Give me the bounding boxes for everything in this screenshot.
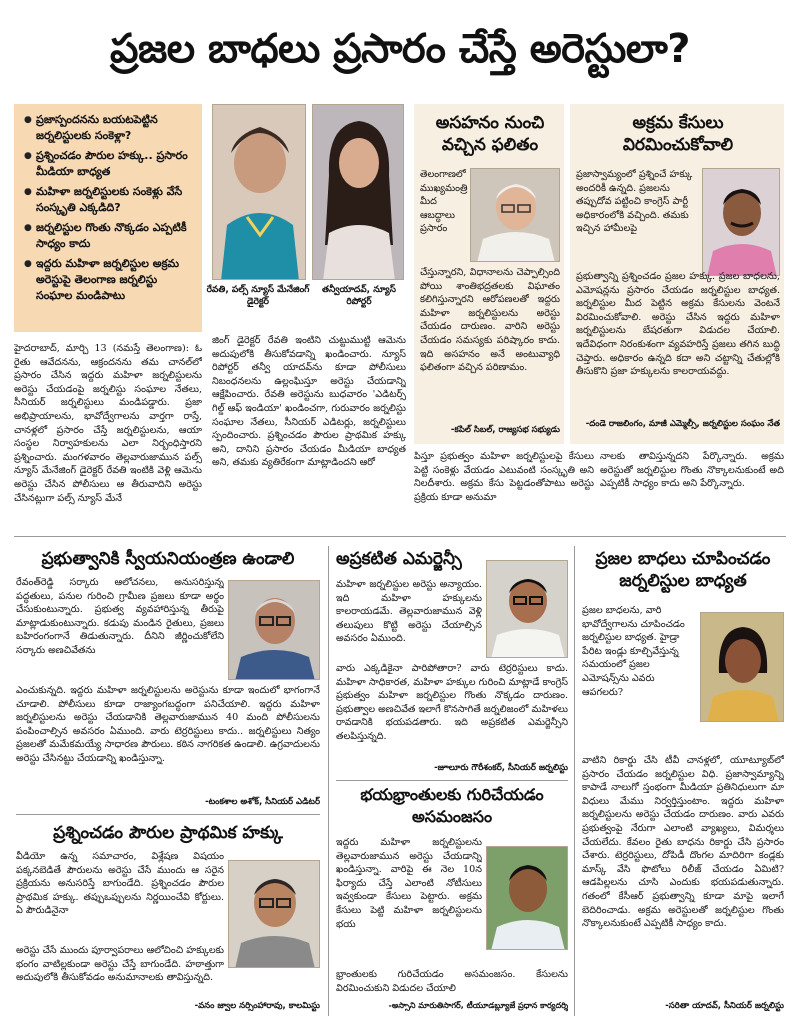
revathi-caption [206,284,310,308]
person-portrait-icon [229,581,320,680]
sibal-photo [470,168,560,262]
rajalingam-title: అక్రమ కేసులు విరమించుకోవాలి [622,113,734,155]
highlight-item: ● మహిళా జర్నలిస్టులకు సంకెళ్లు వేసే సంస్కృతి ఎక్కడిది? [24,184,194,216]
varalakshmi-text: వాటిని రికార్డు చేసి టీవీ చానళ్లలో, యూట్యూబ్‌లో ప్రసారం చేయడం జర్నలిస్టుల విధి. ప్రజాస్వామ్యాన్ని కాపాడే నాలుగో స్తంభంగా మీడియా ప్రతినిధులుగా మా విధులు మేము నిర్వర్తిస్తుంటాం. ఇద్దరు మహిళా జర్నలిస్టులను అరెస్టు చేయడం దారుణం. వారు ఎవరు ప్రభుత్వంపై నేరుగా ఎలాంటి వ్యాఖ్యలు, విమర్శలు చేయలేదు. కేవలం రైతు బాధను రికార్డు చేసి ప్రసారం చేశారు. టెర్రరిస్టులు, దోపిడీ దొంగల మాదిరిగా కండ్లకు మాస్క్ వేసి ఫొటోలు రిలీజ్ చేయడం ఏమిటి? ఆడపిల్లలను చూసి ఎందుకు భయపడుతున్నారు. గతంలో కేసీఆర్ ప్రభుత్వాన్ని కూడా మాపై ఇలాగే బెదిరించాడు. అక్రమ అరెస్టులతో జర్నలిస్టుల గొంతు నొక్కాలనుకుంటే ఎప్పటికీ సాధ్యం కాదు. [582,755,784,930]
lead-story-cont2: నాలకు తావిస్తున్నదని పేర్కొన్నారు. అక్రమ అరెస్టుతో జర్నలిస్టుల గొంతు నొక్కాలనుకుంటే అది ఎప్పటికీ సాధ్యం కాదు అని పేర్కొన్నారు. [600,451,784,490]
person-portrait-icon [703,169,780,276]
person-portrait-icon [487,561,568,658]
person-portrait-icon [487,847,568,950]
highlight-item: ● ప్రశ్నించడం పౌరుల హక్కు.. ప్రసారం మీడియా బాధ్యత [24,148,194,180]
person-portrait-icon [229,861,320,968]
narasimharao-title: ప్రశ్నించడం పౌరుల ప్రాథమిక హక్కు [53,823,283,843]
rajalingam-byline: -దండె రాజలింగం, మాజీ ఎమ్మెల్సీ, జర్నలిస్టుల సంఘం నేత [585,419,780,429]
sibal-text-left: తెలంగాణలో ముఖ్యమంత్రి మీద ఆబద్ధాలు ప్రసారం [420,169,468,235]
rajalingam-photo [702,168,780,276]
person-portrait-icon [471,169,560,262]
section-divider [14,536,786,537]
ashok-byline: -టంకశాల అశోక్, సీనియర్ ఎడిటర్ [205,797,320,807]
column-rule [574,546,575,1016]
revathi-photo [212,104,306,280]
narasimharao-text: అరెస్టు చేసే ముందు పూర్వాపరాలు ఆలోచించి హక్కులకు భంగం వాటిల్లకుండా అరెస్టు చేస్తే బాగుండేది. హఠాత్తుగా అదుపులోకి తీసుకోవడం అనుమానాలకు తావిస్తున్నది. [16,945,224,984]
column-rule [328,546,329,1016]
ashok-text: ఎంచుకున్నది. ఇద్దరు మహిళా జర్నలిస్టులను అరెస్టును కూడా ఇందులో భాగంగానే చూడాలి. పోలీసులు కూడా రాజ్యాంగబద్ధంగా పనిచేయాలి. ఇద్దరు మహిళా జర్నలిస్టులను అరెస్టు చేయడానికి తెల్లవారుజామున 40 మంది పోలీసులను పంపించాల్సిన అవసరం ఏముంది. వారు టెర్రరిస్టులు కాదు.. జర్నలిస్టులు నిత్యం ప్రజలతో మమేకమయ్యే సాధారణ పౌరులు. కఠిన నాగరికత ఉండాలి. ఉగ్రవాదులను అరెస్టు చేసినట్టు చేయడాన్ని ఖండిస్తున్నా. [16,685,320,764]
maruthisagar-photo [486,846,568,950]
ashok-text-left: రేవంత్‌రెడ్డి సర్కారు ఆలోచనలు, అనుసరిస్తున్న పద్ధతులు, పనుల గురించి గ్రామీణ ప్రజలు కూడా అర్థం చేసుకుంటున్నారు. ప్రభుత్వ వ్యవహారిస్తున్న తీరుపై మాట్లాడుకుంటున్నారు. కడుపు మండిన రైతులు, ప్రజలు బహిరంగంగానే తిడుతున్నారు. దీనిని జీర్ణించుకోలేని సర్కారు అణచివేతను [16,577,224,656]
person-portrait-icon [213,105,306,280]
ashok-photo [228,580,320,680]
highlights-list [14,104,202,314]
lead-story-col2: జింగ్ డైరెక్టర్ రేవతి ఇంటిని చుట్టుముట్టి ఆమెను అదుపులోకి తీసుకోవడాన్ని ఖండించారు. న్యూస్ రిపోర్టర్ తన్వీ యాదవ్‌ను కూడా పోలీసులు నిబంధనలను ఉల్లంఘిస్తూ అరెస్టు చేయడాన్ని ఆక్షేపించారు. రేవతి అరెస్టును బుధవారం 'ఎడిటర్స్ గిల్డ్ ఆఫ్ ఇండియా' ఖండించగా, గురువారం జర్నలిస్టు సంఘాల నేతలు, సీనియర్ ఎడిటర్లు, జర్నలిస్టులు స్పందించారు. ప్రశ్నించడం పౌరుల ప్రాథమిక హక్కు అని, దానిని ప్రసారం చేయడం మీడియా బాధ్యత అని, తమకు వ్యతిరేకంగా మాట్లాడిందని ఆరో [212,335,406,469]
revathi-caption-text: రేవతి, పల్స్ న్యూస్ మేనేజింగ్ డైరెక్టర్ [206,285,310,307]
highlight-item: ● జర్నలిస్టుల గొంతు నొక్కడం ఎప్పటికీ సాధ్యం కాదు [24,220,194,252]
lead-story-cont1: పిస్తూ ప్రభుత్వం మహిళా జర్నలిస్టులపై కేసులు పెట్టి సంకెళ్లు వేయడం ఎటువంటి సంస్కృతి అని నిలదీశారు. అక్రమ కేసు పెట్టడంతోపాటు అరెస్టు ప్రక్రియ కూడా అనుమా [414,451,594,503]
tanvi-caption [310,284,408,308]
narasimharao-photo [228,860,320,968]
ashok-title: ప్రభుత్వానికి స్వీయనియంత్రణ ఉండాలి [41,549,295,569]
varalakshmi-photo [700,612,784,722]
maruthisagar-title: భయభ్రాంతులకు గురిచేయడం అసమంజసం [360,785,544,826]
goureshankar-photo [486,560,568,658]
varalakshmi-text-left: ప్రజల బాధలను, వారి భావోద్వేగాలను చూపించడం జర్నలిస్టుల బాధ్యత. హైడ్రా పేరిట ఇండ్లు కూల్చివేస్తున్న సమయంలో ప్రజల ఎమోషన్స్‌ను ఎవరు ఆపగలరు? [582,605,685,698]
person-portrait-icon [313,105,404,280]
maruthisagar-byline: -అస్సాని మారుతిసాగర్, టీయూడబ్ల్యూజే ప్రధాన కార్యదర్శి [388,1001,568,1010]
highlight-item: ● ప్రజాస్పందనను బయటపెట్టిన జర్నలిస్టులకు సంకెళ్లా? [24,112,194,144]
sibal-byline: -కపిల్ సిబల్, రాజ్యసభ సభ్యుడు [450,425,560,435]
varalakshmi-byline: -సరితా యాదవ్, సీనియర్ జర్నలిస్టు [665,1001,784,1011]
tanvi-caption-text: తన్వీయాదవ్, న్యూస్ రిపోర్టర్ [322,285,396,307]
rajalingam-text: ప్రభుత్వాన్ని ప్రశ్నించడం ప్రజల హక్కు. ప్రజల బాధలను, ఎమోషన్లను ప్రసారం చేయడం జర్నలిస్టుల బాధ్యత. జర్నలిస్టుల మీద పెట్టిన అక్రమ కేసులను వెంటనే విరమించుకోవాలి. అరెస్టు చేసిన ఇద్దరు మహిళా జర్నలిస్టులను బేషరతుగా విడుదల చేయాలి. ఇదేవిధంగా నిరంకుశంగా వ్యవహరిస్తే ప్రజలు తగిన బుద్ధి చెప్తారు. అధికారం ఉన్నది కదా అని చట్టాన్ని చేతుల్లోకి తీసుకొని ప్రజా హక్కులను కాలరాయవద్దు. [576,271,780,378]
maruthisagar-text: భ్రాంతులకు గురిచేయడం అసమంజసం. కేసులను విరమించుకుని విడుదల చేయాలి [336,969,568,994]
goureshankar-text: వారు ఎక్కడికైనా పారిపోతారా? వారు టెర్రరిస్టులు కాదు. మహిళా సాధికారత, మహిళా హక్కుల గురించి మాట్లాడే కాంగ్రెస్ ప్రభుత్వం మహిళా జర్నలిస్టుల గొంతు నొక్కడం దారుణం. ప్రభుత్వాల అణచివేత ఇలాగే కొనసాగితే జర్నలిజంలో మహిళలు రావడానికి భయపడతారు. ఇది అప్రకటిత ఎమర్జెన్సీని తలపిస్తున్నది. [336,663,568,742]
lead-story-col1: హైదరాబాద్, మార్చి 13 (నమస్తే తెలంగాణ): ఓ రైతు ఆవేదనను, ఆక్రందనను తమ చానల్‌లో ప్రసారం చేసిన ఇద్దరు మహిళా జర్నలిస్టులను అరెస్టు చేయడంపై జర్నలిస్టు సంఘాల నేతలు, సీనియర్ జర్నలిస్టులు మండిపడ్డారు. ప్రజా అభిప్రాయాలను, భావోద్వేగాలను వార్తగా రాస్తే, చానళ్లలో ప్రసారం చేస్తే జర్నలిస్టులను, ఆయా సంస్థల నిర్వాహకులను ఎలా నిర్బంధిస్తారని ప్రశ్నించారు. మంగళవారం తెల్లవారుజామున పల్స్ న్యూస్ మేనేజింగ్ డైరెక్టర్ రేవతి ఇంటికి వెళ్లి ఆమెను అరెస్టు చేసిన పోలీసులు ఆ తీరువాదిని అరెస్టు చేసినట్లుగా పల్స్ న్యూస్ మేనే [14,343,202,504]
narasimharao-byline: -వనం జ్వాల నర్సింహారావు, కాలమిస్టు [194,1001,320,1011]
varalakshmi-title: ప్రజల బాధలు చూపించడం జర్నలిస్టుల బాధ్యత [595,549,771,591]
highlight-item: ● ఇద్దరు మహిళా జర్నలిస్టుల అక్రమ అరెస్టుపై తెలంగాణ జర్నలిస్టు సంఘాల మండిపాటు [24,256,194,304]
sibal-text: చేస్తున్నారని, విధానాలను చెప్పాల్సింది పోయి శాంతిభద్రతలకు విఘాతం కలిగిస్తున్నారని ఆరోపణలతో ఇద్దరు మహిళా జర్నలిస్టులను అరెస్టు చేయడం దారుణం. వారిని అరెస్టు చేయడం సమస్యకు పరిష్కారం కాదు. ఇది అసహనం అనే అంటువ్యాధి ఫలితంగా వచ్చిన పరిణామం. [420,267,560,374]
page-headline: ప్రజల బాధలు ప్రసారం చేస్తే అరెస్టులా? [110,26,690,72]
maruthisagar-text-left: ఇద్దరు మహిళా జర్నలిస్టులను తెల్లవారుజామున అరెస్టు చేయడాన్ని ఖండిస్తున్నా. వారిపై ఈ నెల 10న ఫిర్యాదు చేస్తే ఎలాంటి నోటీసులు ఇవ్వకుండా కేసులు పెట్టారు. అక్రమ కేసులు పెట్టి మహిళా జర్నలిస్టులను భయ [336,837,482,930]
tanvi-photo [312,104,404,280]
rajalingam-text-left: ప్రజాస్వామ్యంలో ప్రశ్నించే హక్కు అందరికీ ఉన్నది. ప్రజలను తప్పుదోవ పట్టించి కాంగ్రెస్ పార్టీ అధికారంలోకి వచ్చింది. తమకు ఇచ్చిన హామీలపై [576,169,693,235]
goureshankar-byline: -జూలూరు గౌరీశంకర్, సీనియర్ జర్నలిస్టు [434,763,568,773]
person-portrait-icon [701,613,784,722]
section-divider [16,814,320,815]
highlights-box [14,104,202,332]
goureshankar-text-left: మహిళా జర్నలిస్టుల అరెస్టు అన్యాయం. ఇది మహిళా హక్కులను కాలరాయడమే. తెల్లవారుజామున వెళ్లి తలుపులు కొట్టి అరెస్టు చేయాల్సిన అవసరం ఏముంది. [336,579,482,645]
section-divider [336,780,568,781]
sibal-title: అసహనం నుంచి వచ్చిన ఫలితం [435,113,545,155]
narasimharao-text-left: వీడియో ఉన్న సమాచారం, విశ్లేషణ విషయం పక్కనబెడితే పౌరులను అరెస్టు చేసే ముందు ఆ సరైన ప్రక్రియను అనుసరిస్తే బాగుండేది. ప్రశ్నించడం పౌరుల ప్రాథమిక హక్కు. తప్పుఒప్పులను నిర్ణయించేవి కోర్టులు. ఏ పౌరుడినైనా [16,851,224,917]
goureshankar-title: అప్రకటిత ఎమర్జెన్సీ [336,549,462,569]
